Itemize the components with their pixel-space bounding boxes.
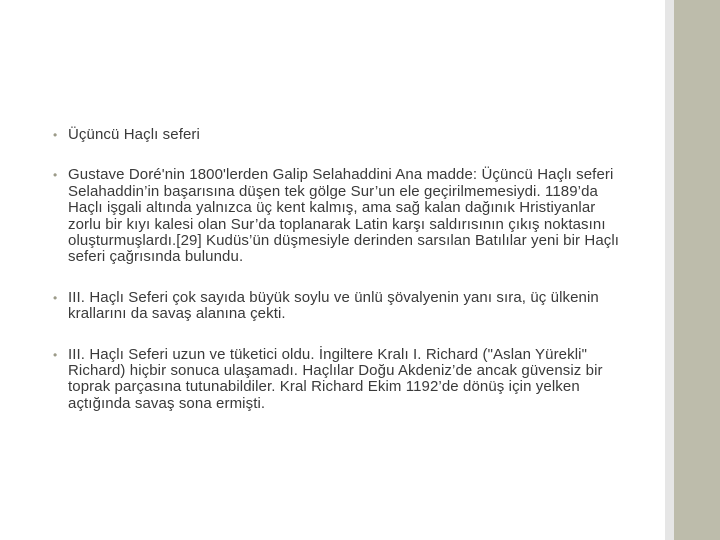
bullet-text: Gustave Doré'nin 1800'lerden Galip Selahaddini Ana madde: Üçüncü Haçlı seferi Selahaddin’in başarısına düşen tek gölge Sur’un ele geçirilmemesiydi. 1189’da Haçlı işgali altında yalnızca üç kent kalmış, ama sağ kalan dağınık Hristiyanlar zorlu bir kıyı kalesi olan Sur’da toplanarak Latin karşı saldırısının çıkış noktasını oluşturmuşlardı.[29] Kudüs’ün düşmesiyle derinden sarsılan Batılılar yeni bir Haçlı seferi çağrısında bulundu. <box>68 166 620 266</box>
bullet-text: III. Haçlı Seferi çok sayıda büyük soylu ve ünlü şövalyenin yanı sıra, üç ülkenin krallarını da savaş alanına çekti. <box>68 288 599 323</box>
bullet-dot-icon: • <box>53 347 58 362</box>
bullet-dot-icon: • <box>53 128 58 142</box>
bullet-item <box>53 290 623 323</box>
bullet-list <box>53 127 623 412</box>
sidebar-dark-strip <box>674 0 720 540</box>
sidebar-light-strip <box>665 0 674 540</box>
bullet-item <box>53 127 623 143</box>
bullet-text: Üçüncü Haçlı seferi <box>68 126 200 143</box>
bullet-text: III. Haçlı Seferi uzun ve tüketici oldu. İngiltere Kralı I. Richard ("Aslan Yürekli" Richard) hiçbir sonuca ulaşamadı. Haçlılar Doğu Akdeniz’de ancak güvensiz bir toprak parçasına tutunabildiler. Kral Richard Ekim 1192’de dönüş için yelken açtığında savaş sona ermişti. <box>68 345 603 412</box>
bullet-item <box>53 347 623 413</box>
bullet-dot-icon: • <box>53 168 58 183</box>
bullet-item <box>53 167 623 265</box>
bullet-dot-icon: • <box>53 290 58 305</box>
